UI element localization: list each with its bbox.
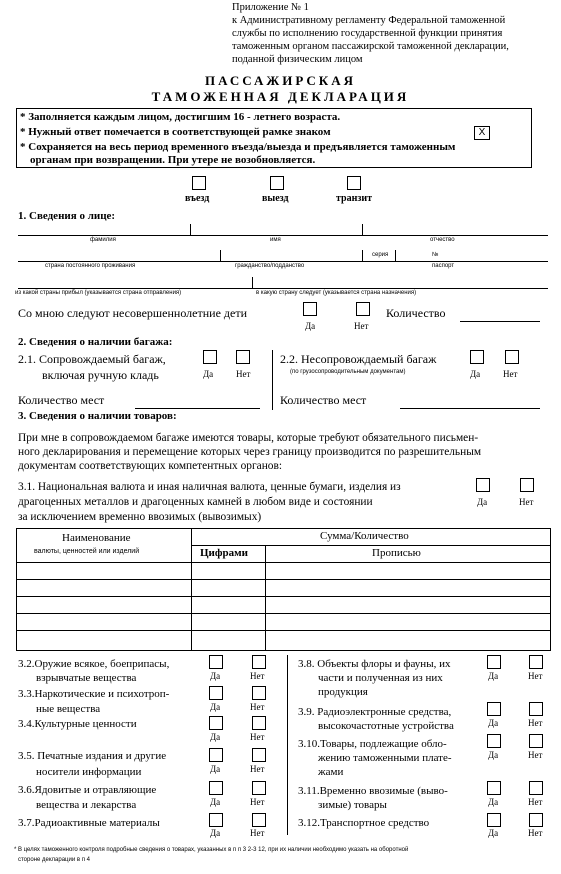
item-3-5-label-2: носители информации [36,766,142,778]
section3-intro-3: документам соответствующих компетентных органов: [18,460,283,472]
currency-no-label: Нет [519,497,534,507]
exit-label: выезд [262,193,289,204]
item-3-3-yes-checkbox[interactable] [209,686,223,700]
item-3-9-label-1: 3.9. Радиоэлектронные средства, [298,706,452,718]
item-3-10-label-2: жению таможенными плате- [318,752,452,764]
mark-example-x: X [478,127,486,138]
item-3-4-no-label: Нет [250,732,265,742]
citizenship-label: гражданство/подданство [235,263,305,269]
number-label: № [432,252,439,258]
minors-label: Со мною следуют несовершеннолетние дети [18,306,247,320]
entry-checkbox[interactable] [192,176,206,190]
item-3-11-yes-checkbox[interactable] [487,781,501,795]
item-3-6-label-1: 3.6.Ядовитые и отравляющие [18,784,157,796]
unaccompanied-note: (по грузосопроводительным документам) [290,369,406,375]
item-3-10-label-3: жами [318,766,344,778]
item-3-7-yes-label: Да [210,828,221,838]
accompanied-label-2: включая ручную кладь [42,368,159,382]
item-3-4-no-checkbox[interactable] [252,716,266,730]
appendix-line-1: к Административному регламенту Федеральной таможенной [232,15,506,26]
appendix-line-2: службы по исполнению государственной функции принятия [232,28,503,39]
item-3-10-yes-label: Да [488,750,499,760]
currency-label-1: 3.1. Национальная валюта и иная наличная валюта, ценные бумаги, изделия из [18,481,401,493]
item-3-11-yes-label: Да [488,797,499,807]
item-3-9-label-2: высокочастотные устройства [318,720,454,732]
item-3-8-no-label: Нет [528,671,543,681]
section1-heading: 1. Сведения о лице: [18,210,116,222]
col-name-header-1: Наименование [62,532,131,544]
notice-2: * Нужный ответ помечается в соответствующей рамке знаком [20,126,331,138]
item-3-2-label-2: взрывчатые вещества [36,672,137,684]
col-name-header-2: валюты, ценностей или изделий [34,548,140,555]
item-3-5-no-label: Нет [250,764,265,774]
accompanied-label-1: 2.1. Сопровождаемый багаж, [18,352,166,366]
entry-label: въезд [185,193,210,204]
item-3-5-label-1: 3.5. Печатные издания и другие [18,750,167,762]
accompanied-no-label: Нет [236,369,251,379]
item-3-5-yes-checkbox[interactable] [209,748,223,762]
currency-yes-checkbox[interactable] [476,478,490,492]
item-3-2-yes-checkbox[interactable] [209,655,223,669]
transit-checkbox[interactable] [347,176,361,190]
unaccompanied-no-checkbox[interactable] [505,350,519,364]
minors-yes-checkbox[interactable] [303,302,317,316]
item-3-2-no-label: Нет [250,671,265,681]
item-3-6-yes-label: Да [210,797,221,807]
item-3-5-yes-label: Да [210,764,221,774]
currency-no-checkbox[interactable] [520,478,534,492]
col-words-header: Прописью [372,547,421,559]
currency-label-3: за исключением временно ввозимых (вывозимых) [18,511,262,523]
item-3-10-yes-checkbox[interactable] [487,734,501,748]
accompanied-yes-label: Да [203,369,214,379]
to-country-label: в какую страну следует (указывается страна назначения) [256,290,417,296]
series-label: серия [372,252,389,258]
minors-no-checkbox[interactable] [356,302,370,316]
currency-label-2: драгоценных металлов и драгоценных камней в любом виде и состоянии [18,496,373,508]
unaccompanied-no-label: Нет [503,369,518,379]
residence-country-label: страна постоянного проживания [45,263,136,269]
notice-3: * Сохраняется на весь период временного въезда/выезда и предъявляется таможенным [20,141,456,153]
item-3-12-yes-checkbox[interactable] [487,813,501,827]
accompanied-yes-checkbox[interactable] [203,350,217,364]
item-3-10-no-checkbox[interactable] [529,734,543,748]
section3-heading: 3. Сведения о наличии товаров: [18,410,177,422]
item-3-4-label-1: 3.4.Культурные ценности [18,718,137,730]
item-3-8-label-3: продукция [318,686,368,698]
appendix-line-4: поданной физическим лицом [232,54,363,65]
item-3-4-yes-checkbox[interactable] [209,716,223,730]
item-3-12-label-1: 3.12.Транспортное средство [298,817,430,829]
accompanied-places-label: Количество мест [18,393,105,407]
col-amount-header: Сумма/Количество [320,530,409,542]
item-3-3-label-2: ные вещества [36,703,101,715]
item-3-3-no-checkbox[interactable] [252,686,266,700]
item-3-3-label-1: 3.3.Наркотические и психотроп- [18,688,170,700]
minors-quantity-label: Количество [386,306,446,320]
item-3-6-label-2: вещества и лекарства [36,799,137,811]
transit-label: транзит [336,193,373,204]
item-3-9-no-checkbox[interactable] [529,702,543,716]
section2-heading: 2. Сведения о наличии багажа: [18,336,173,348]
item-3-9-yes-label: Да [488,718,499,728]
currency-table [16,528,551,651]
item-3-8-yes-label: Да [488,671,499,681]
minors-no-label: Нет [354,321,369,331]
item-3-10-no-label: Нет [528,750,543,760]
item-3-6-yes-checkbox[interactable] [209,781,223,795]
footnote-line-2: стороне декларации в п 4 [18,857,90,863]
item-3-6-no-label: Нет [250,797,265,807]
accompanied-no-checkbox[interactable] [236,350,250,364]
notice-1: * Заполняется каждым лицом, достигшим 16 - летнего возраста. [20,111,341,123]
form-title-1: ПАССАЖИРСКАЯ [204,73,357,88]
item-3-12-no-checkbox[interactable] [529,813,543,827]
item-3-8-no-checkbox[interactable] [529,655,543,669]
item-3-8-yes-checkbox[interactable] [487,655,501,669]
item-3-11-label-2: зимые) товары [318,799,387,811]
form-title-2: ТАМОЖЕННАЯ ДЕКЛАРАЦИЯ [151,89,410,104]
unaccompanied-yes-checkbox[interactable] [470,350,484,364]
patronymic-label: отчество [430,237,455,243]
currency-yes-label: Да [477,497,488,507]
item-3-9-no-label: Нет [528,718,543,728]
item-3-6-no-checkbox[interactable] [252,781,266,795]
item-3-8-label-1: 3.8. Объекты флоры и фауны, их [298,658,451,670]
surname-label: фамилия [90,237,116,243]
unaccompanied-yes-label: Да [470,369,481,379]
from-country-label: из какой страны прибыл (указывается страна отправления) [15,290,182,296]
item-3-5-no-checkbox[interactable] [252,748,266,762]
section3-intro-1: При мне в сопровождаемом багаже имеются товары, которые требуют обязательного письмен- [18,432,479,444]
item-3-2-no-checkbox[interactable] [252,655,266,669]
item-3-8-label-2: части и полученная из них [318,672,443,684]
col-digits-header: Цифрами [200,547,248,559]
exit-checkbox[interactable] [270,176,284,190]
item-3-12-no-label: Нет [528,828,543,838]
unaccompanied-places-label: Количество мест [280,393,367,407]
minors-yes-label: Да [305,321,316,331]
section3-intro-2: ного декларирования и перемещение которых через границу производится по разрешительным [18,446,482,458]
appendix-line-3: таможенным органом пассажирской таможенной декларации, [232,41,509,52]
item-3-7-no-checkbox[interactable] [252,813,266,827]
name-label: имя [270,237,281,243]
passport-label: паспорт [432,263,455,269]
item-3-10-label-1: 3.10.Товары, подлежащие обло- [298,738,447,750]
item-3-7-label-1: 3.7.Радиоактивные материалы [18,817,160,829]
item-3-7-yes-checkbox[interactable] [209,813,223,827]
notice-4: органам при возвращении. При утере не возобновляется. [30,154,316,166]
appendix-title: Приложение № 1 [232,2,309,13]
item-3-2-label-1: 3.2.Оружие всякое, боеприпасы, [18,658,170,670]
item-3-2-yes-label: Да [210,671,221,681]
footnote-line-1: * В целях таможенного контроля подробные сведения о товарах, указанных в п п 3 2-3 12, при их наличии необходимо указать на оборотной [14,847,409,853]
item-3-11-no-label: Нет [528,797,543,807]
item-3-12-yes-label: Да [488,828,499,838]
item-3-9-yes-checkbox[interactable] [487,702,501,716]
item-3-4-yes-label: Да [210,732,221,742]
mark-example-box [474,126,490,140]
item-3-3-yes-label: Да [210,702,221,712]
item-3-3-no-label: Нет [250,702,265,712]
item-3-11-label-1: 3.11.Временно ввозимые (выво- [298,785,448,797]
unaccompanied-label: 2.2. Несопровождаемый багаж [280,352,437,366]
item-3-11-no-checkbox[interactable] [529,781,543,795]
item-3-7-no-label: Нет [250,828,265,838]
